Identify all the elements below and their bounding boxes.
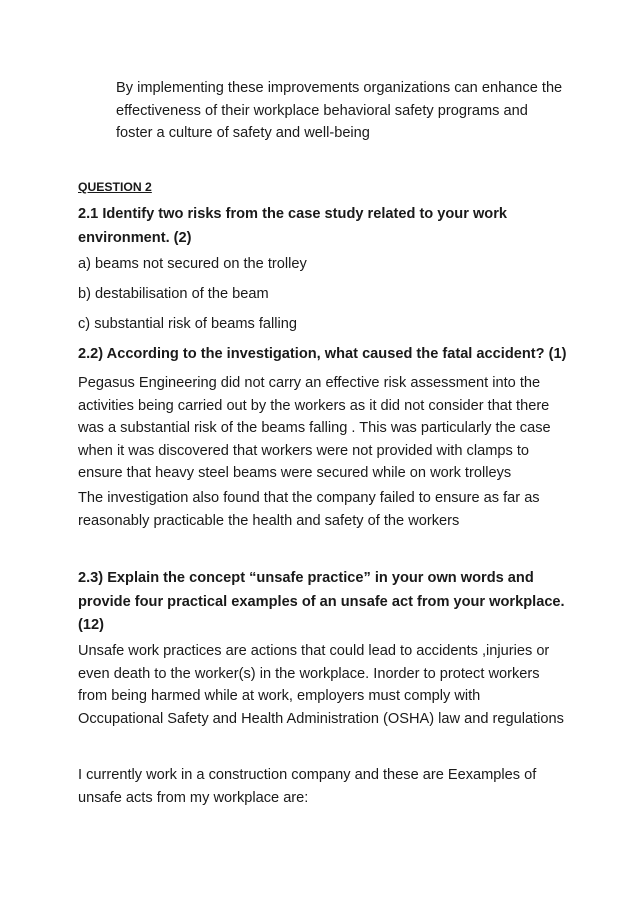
question-2-1-heading <box>78 203 507 250</box>
answer-item: b) destabilisation of the beam <box>78 286 269 302</box>
text-line: 2.1 Identify two risks from the case study related to your work <box>78 206 508 222</box>
text-line: even death to the worker(s) in the workplace. Inorder to protect workers <box>78 665 540 682</box>
text-line: unsafe acts from my workplace are: <box>78 789 309 806</box>
text-line: from being harmed while at work, employers must comply with <box>78 688 481 705</box>
question-2-3-paragraph-2 <box>78 764 536 809</box>
text-line: Pegasus Engineering did not carry an effective risk assessment into the <box>78 375 541 391</box>
text-line: Occupational Safety and Health Administration (OSHA) law and regulations <box>78 710 564 727</box>
text-line: provide four practical examples of an unsafe act from your workplace. <box>78 593 565 610</box>
text-line: reasonably practicable the health and safety of the workers <box>78 512 460 529</box>
text-line: ensure that heavy steel beams were secured while on work trolleys <box>78 465 512 482</box>
question-2-2-paragraph-2 <box>78 487 540 532</box>
text-line: activities being carried out by the workers as it did not consider that there <box>78 397 550 414</box>
text-line: Unsafe work practices are actions that could lead to accidents ,injuries or <box>78 643 550 659</box>
question-2-2-paragraph-1 <box>78 372 551 485</box>
question-2-3-heading <box>78 567 565 638</box>
text-line: I currently work in a construction company and these are Eexamples of <box>78 767 537 783</box>
text-line: By implementing these improvements organizations can enhance the <box>116 80 563 96</box>
text-line: environment. (2) <box>78 229 192 246</box>
question-label: QUESTION 2 <box>78 180 152 194</box>
text-line: effectiveness of their workplace behavioral safety programs and <box>116 102 528 119</box>
text-line: foster a culture of safety and well-being <box>116 125 370 142</box>
answer-item: c) substantial risk of beams falling <box>78 316 297 332</box>
text-line: was a substantial risk of the beams falling . This was particularly the case <box>78 420 551 437</box>
question-2-3-paragraph-1 <box>78 640 564 730</box>
text-line: The investigation also found that the company failed to ensure as far as <box>78 490 540 506</box>
answer-item: a) beams not secured on the trolley <box>78 256 307 272</box>
text-line: (12) <box>78 617 104 633</box>
question-2-2-heading: 2.2) According to the investigation, what caused the fatal accident? (1) <box>78 346 567 362</box>
text-line: when it was discovered that workers were not provided with clamps to <box>78 442 529 459</box>
text-line: 2.3) Explain the concept “unsafe practice” in your own words and <box>78 570 534 586</box>
intro-paragraph <box>116 77 562 145</box>
